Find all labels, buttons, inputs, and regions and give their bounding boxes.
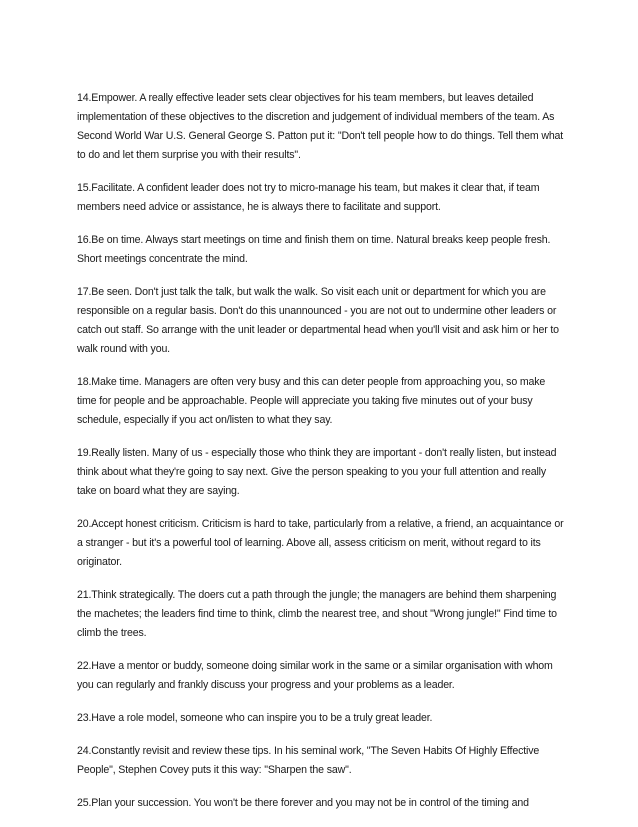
paragraph-tip-19: 19.Really listen. Many of us - especially those who think they are important - don't really listen, but instead think about what they're going to say next. Give the person speaking to you your full attention and really take on board what they are saying.	[77, 447, 557, 497]
paragraph-tip-21: 21.Think strategically. The doers cut a path through the jungle; the managers are behind them sharpening the machetes; the leaders find time to think, climb the nearest tree, and shout "Wrong jungle!" Find time to climb the trees.	[77, 589, 557, 639]
paragraph-tip-23: 23.Have a role model, someone who can inspire you to be a truly great leader.	[77, 712, 433, 724]
paragraph-tip-20: 20.Accept honest criticism. Criticism is hard to take, particularly from a relative, a friend, an acquaintance or a stranger - but it's a powerful tool of learning. Above all, assess criticism on merit, without regard to its originator.	[77, 518, 564, 568]
paragraph-tip-17: 17.Be seen. Don't just talk the talk, but walk the walk. So visit each unit or department for which you are responsible on a regular basis. Don't do this unannounced - you are not out to undermine other leaders or catch out staff. So arrange with the unit leader or departmental head when you'll visit and ask him or her to walk round with you.	[77, 286, 559, 355]
paragraph-tip-24: 24.Constantly revisit and review these tips. In his seminal work, "The Seven Habits Of Highly Effective People", Stephen Covey puts it this way: "Sharpen the saw".	[77, 745, 540, 776]
paragraph-tip-14: 14.Empower. A really effective leader sets clear objectives for his team members, but leaves detailed implementation of these objectives to the discretion and judgement of individual members of the team. As Second World War U.S. General George S. Patton put it: "Don't tell people how to do things. Tell them what to do and let them surprise you with their results".	[77, 92, 564, 161]
paragraph-tip-22: 22.Have a mentor or buddy, someone doing similar work in the same or a similar organisation with whom you can regularly and frankly discuss your progress and your problems as a leader.	[77, 660, 553, 691]
paragraph-tip-18: 18.Make time. Managers are often very busy and this can deter people from approaching you, so make time for people and be approachable. People will appreciate you taking five minutes out of your busy schedule, especially if you act on/listen to what they say.	[77, 376, 546, 426]
paragraph-tip-16: 16.Be on time. Always start meetings on time and finish them on time. Natural breaks keep people fresh. Short meetings concentrate the mind.	[77, 234, 551, 265]
document-body	[77, 89, 567, 827]
paragraph-tip-15: 15.Facilitate. A confident leader does not try to micro-manage his team, but makes it clear that, if team members need advice or assistance, he is always there to facilitate and support.	[77, 182, 540, 213]
paragraph-tip-25: 25.Plan your succession. You won't be there forever and you may not be in control of the timing and	[77, 797, 529, 809]
